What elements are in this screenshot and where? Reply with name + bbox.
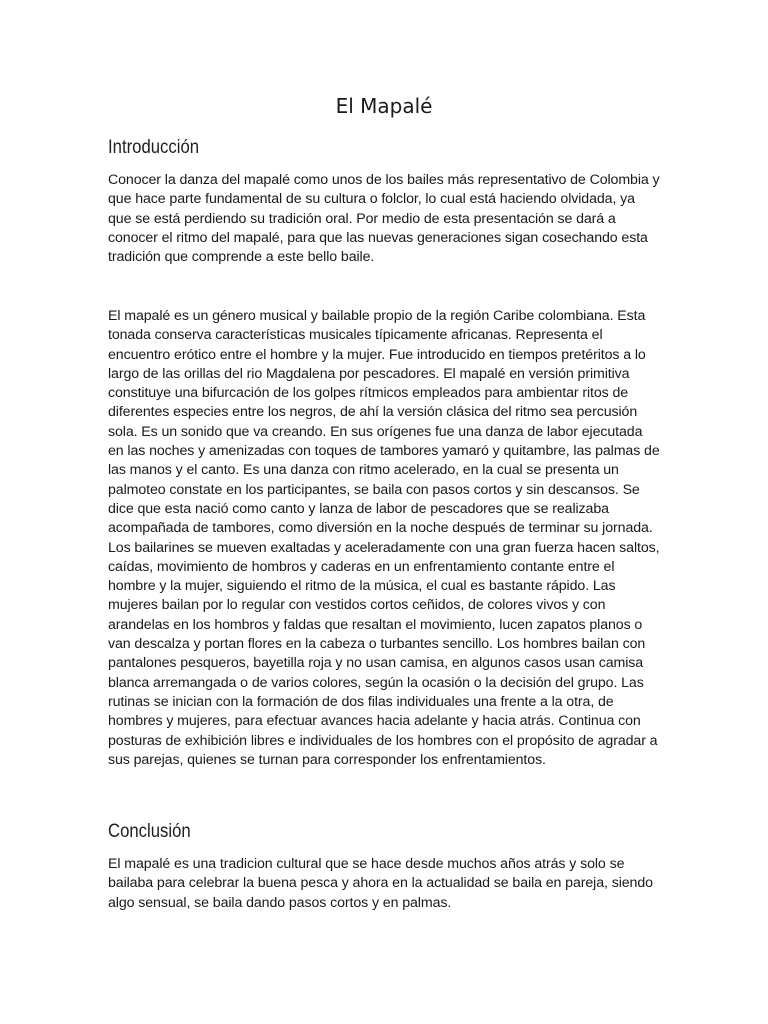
- body-paragraph: El mapalé es un género musical y bailable propio de la región Caribe colombiana. Esta tonada conserva características musicales típicamente africanas. Representa el encuentro erótico entre el hombre y la mujer. Fue introducido en tiempos pretéritos a lo largo de las orillas del rio Magdalena por pescadores. El mapalé en versión primitiva constituye una bifurcación de los golpes rítmicos empleados para ambientar ritos de diferentes especies entre los negros, de ahí la versión clásica del ritmo sea percusión sola. Es un sonido que va creando. En sus orígenes fue una danza de labor ejecutada en las noches y amenizadas con toques de tambores yamaró y quitambre, las palmas de las manos y el canto. Es una danza con ritmo acelerado, en la cual se presenta un palmoteo constate en los participantes, se baila con pasos cortos y sin descansos. Se dice que esta nació como canto y lanza de labor de pescadores que se realizaba acompañada de tambores, como diversión en la noche después de terminar su jornada. Los bailarines se mueven exaltadas y aceleradamente con una gran fuerza hacen saltos, caídas, movimiento de hombros y caderas en un enfrentamiento contante entre el hombre y la mujer, siguiendo el ritmo de la música, el cual es bastante rápido. Las mujeres bailan por lo regular con vestidos cortos ceñidos, de colores vivos y con arandelas en los hombros y faldas que resaltan el movimiento, lucen zapatos planos o van descalza y portan flores en la cabeza o turbantes sencillo. Los hombres bailan con pantalones pesqueros, bayetilla roja y no usan camisa, en algunos casos usan camisa blanca arremangada o de varios colores, según la ocasión o la decisión del grupo. Las rutinas se inician con la formación de dos filas individuales una frente a la otra, de hombres y mujeres, para efectuar avances hacia adelante y hacia atrás. Continua con posturas de exhibición libres e individuales de los hombres con el propósito de agradar a sus parejas, quienes se turnan para corresponder los enfrentamientos.: [108, 308, 660, 768]
- conclusion-paragraph: El mapalé es una tradicion cultural que se hace desde muchos años atrás y solo se bailaba para celebrar la buena pesca y ahora en la actualidad se baila en pareja, siendo algo sensual, se baila dando pasos cortos y en palmas.: [108, 856, 653, 911]
- document-title: El Mapalé: [335, 94, 433, 118]
- conclusion-heading: Conclusión: [108, 821, 191, 842]
- introduction-paragraph: Conocer la danza del mapalé como unos de los bailes más representativo de Colombia y que hace parte fundamental de su cultura o folclor, lo cual está haciendo olvidada, ya que se está perdiendo su tradición oral. Por medio de esta presentación se dará a conocer el ritmo del mapalé, para que las nuevas generaciones sigan cosechando esta tradición que comprende a este bello baile.: [108, 172, 660, 266]
- introduction-heading: Introducción: [108, 137, 200, 158]
